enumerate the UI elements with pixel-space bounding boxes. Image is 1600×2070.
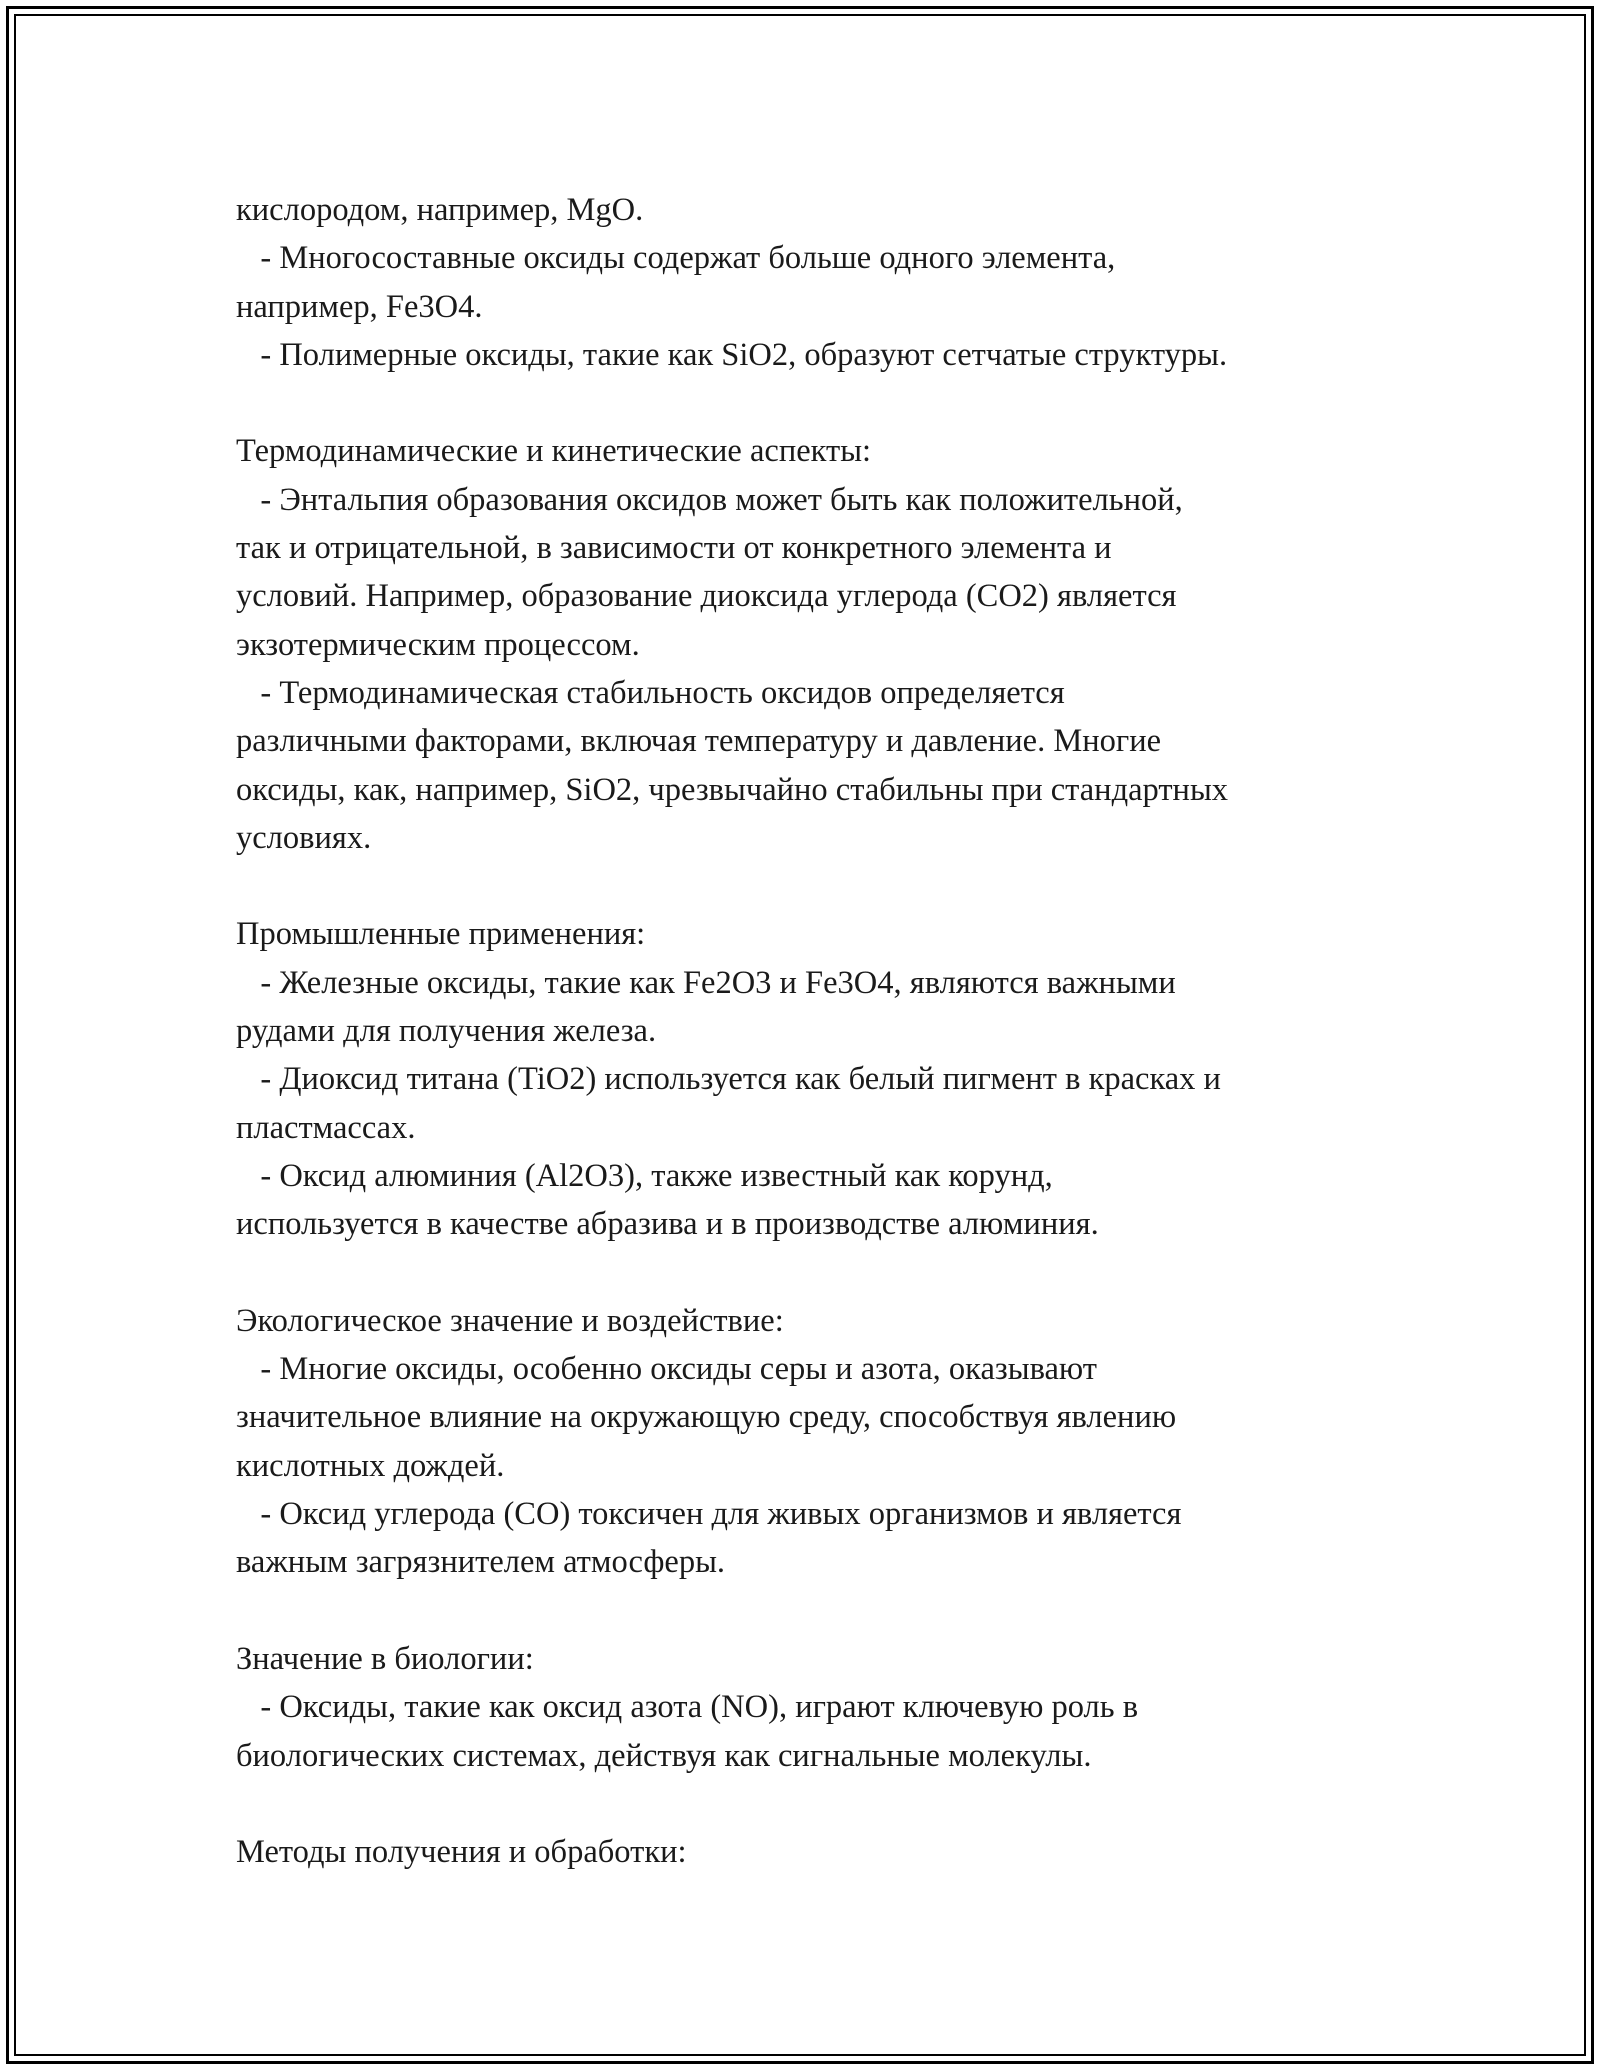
text-line: - Оксид углерода (CO) токсичен для живых организмов и является	[236, 1496, 1182, 1533]
text-line: значительное влияние на окружающую среду, способствуя явлению	[236, 1399, 1177, 1436]
blank-line	[236, 1249, 1416, 1297]
text-line: пластмассах.	[236, 1109, 416, 1146]
text-line: рудами для получения железа.	[236, 1013, 657, 1050]
text-line: Промышленные применения:	[236, 916, 646, 953]
blank-line	[236, 379, 1416, 427]
text-line: так и отрицательной, в зависимости от конкретного элемента и	[236, 530, 1112, 567]
blank-line	[236, 862, 1416, 910]
text-line: - Полимерные оксиды, такие как SiO2, образуют сетчатые структуры.	[236, 336, 1228, 373]
blank-line	[236, 1780, 1416, 1828]
text-line: условий. Например, образование диоксида углерода (CO2) является	[236, 578, 1177, 615]
text-line: - Энтальпия образования оксидов может быть как положительной,	[236, 481, 1183, 518]
text-line: Экологическое значение и воздействие:	[236, 1302, 784, 1339]
text-line: - Железные оксиды, такие как Fe2O3 и Fe3O4, являются важными	[236, 964, 1176, 1001]
text-line: - Оксиды, такие как оксид азота (NO), играют ключевую роль в	[236, 1689, 1139, 1726]
text-line: - Многосоставные оксиды содержат больше одного элемента,	[236, 240, 1116, 277]
text-line: кислородом, например, MgO.	[236, 192, 644, 228]
document-body	[236, 186, 1416, 1876]
text-line: оксиды, как, например, SiO2, чрезвычайно стабильны при стандартных	[236, 771, 1229, 808]
text-line: - Термодинамическая стабильность оксидов определяется	[236, 674, 1065, 711]
text-line: важным загрязнителем атмосферы.	[236, 1544, 726, 1581]
text-line: Термодинамические и кинетические аспекты:	[236, 433, 872, 470]
text-line: экзотермическим процессом.	[236, 626, 640, 663]
text-line: например, Fe3O4.	[236, 288, 483, 325]
text-line: различными факторами, включая температуру и давление. Многие	[236, 723, 1162, 760]
text-line: - Многие оксиды, особенно оксиды серы и азота, оказывают	[236, 1351, 1097, 1388]
text-line: Значение в биологии:	[236, 1640, 534, 1677]
text-line: используется в качестве абразива и в производстве алюминия.	[236, 1206, 1099, 1243]
text-line: - Диоксид титана (TiO2) используется как белый пигмент в красках и	[236, 1061, 1221, 1098]
text-line: - Оксид алюминия (Al2O3), также известный как корунд,	[236, 1157, 1053, 1194]
text-line: Методы получения и обработки:	[236, 1834, 687, 1871]
text-line: условиях.	[236, 819, 372, 856]
text-line: кислотных дождей.	[236, 1447, 505, 1484]
blank-line	[236, 1587, 1416, 1635]
text-line: биологических системах, действуя как сигнальные молекулы.	[236, 1737, 1092, 1774]
